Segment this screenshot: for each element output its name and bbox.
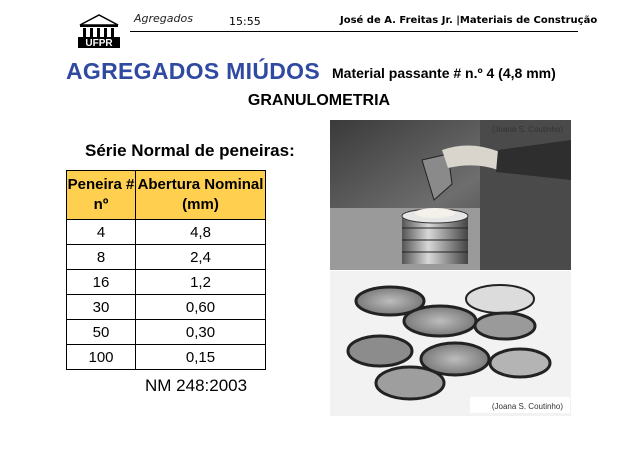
header-divider <box>130 31 578 32</box>
table-row <box>67 345 266 370</box>
table-row <box>67 245 266 270</box>
column-header-opening-line2: (mm) <box>182 196 219 213</box>
logo-text: UFPR <box>85 38 113 49</box>
photo-credit-bottom: (Joana S. Coutinho) <box>491 402 563 411</box>
column-header-sieve-line2: nº <box>93 196 109 213</box>
table-header-row <box>67 171 266 220</box>
standard-reference: NM 248:2003 <box>145 376 248 395</box>
sieve-number-cell: 50 <box>67 320 136 345</box>
opening-cell: 0,30 <box>136 320 266 345</box>
round-sieves-illustration <box>330 271 571 416</box>
series-heading: Série Normal de peneiras: <box>85 141 295 160</box>
photo-credit-top: (Joana S. Coutinho) <box>491 125 563 134</box>
sieve-number-cell: 16 <box>67 270 136 295</box>
header-time: 15:55 <box>229 15 261 28</box>
column-header-opening <box>136 171 266 220</box>
opening-cell: 1,2 <box>136 270 266 295</box>
sieve-stack-photo <box>330 120 571 270</box>
opening-cell: 4,8 <box>136 220 266 245</box>
sieve-table <box>66 170 266 370</box>
table-row <box>67 320 266 345</box>
table-row <box>67 220 266 245</box>
sieve-number-cell: 4 <box>67 220 136 245</box>
ufpr-logo <box>74 13 124 49</box>
slide-topic: GRANULOMETRIA <box>247 92 391 109</box>
table-row <box>67 270 266 295</box>
round-sieves-photo <box>330 271 571 416</box>
column-header-sieve-line1: Peneira # <box>67 176 135 193</box>
slide-subtitle: Material passante # n.º 4 (4,8 mm) <box>332 65 556 81</box>
header-subject: Agregados <box>134 12 193 25</box>
column-header-opening-line1: Abertura Nominal <box>137 176 264 193</box>
opening-cell: 0,60 <box>136 295 266 320</box>
header-author: José de A. Freitas Jr. |Materiais de Construção <box>340 15 598 26</box>
table-row <box>67 295 266 320</box>
slide-title: AGREGADOS MIÚDOS <box>66 58 320 84</box>
sieve-number-cell: 8 <box>67 245 136 270</box>
opening-cell: 0,15 <box>136 345 266 370</box>
sieve-number-cell: 30 <box>67 295 136 320</box>
sieve-stack-illustration <box>330 120 571 270</box>
column-header-sieve <box>67 171 136 220</box>
sieve-number-cell: 100 <box>67 345 136 370</box>
opening-cell: 2,4 <box>136 245 266 270</box>
